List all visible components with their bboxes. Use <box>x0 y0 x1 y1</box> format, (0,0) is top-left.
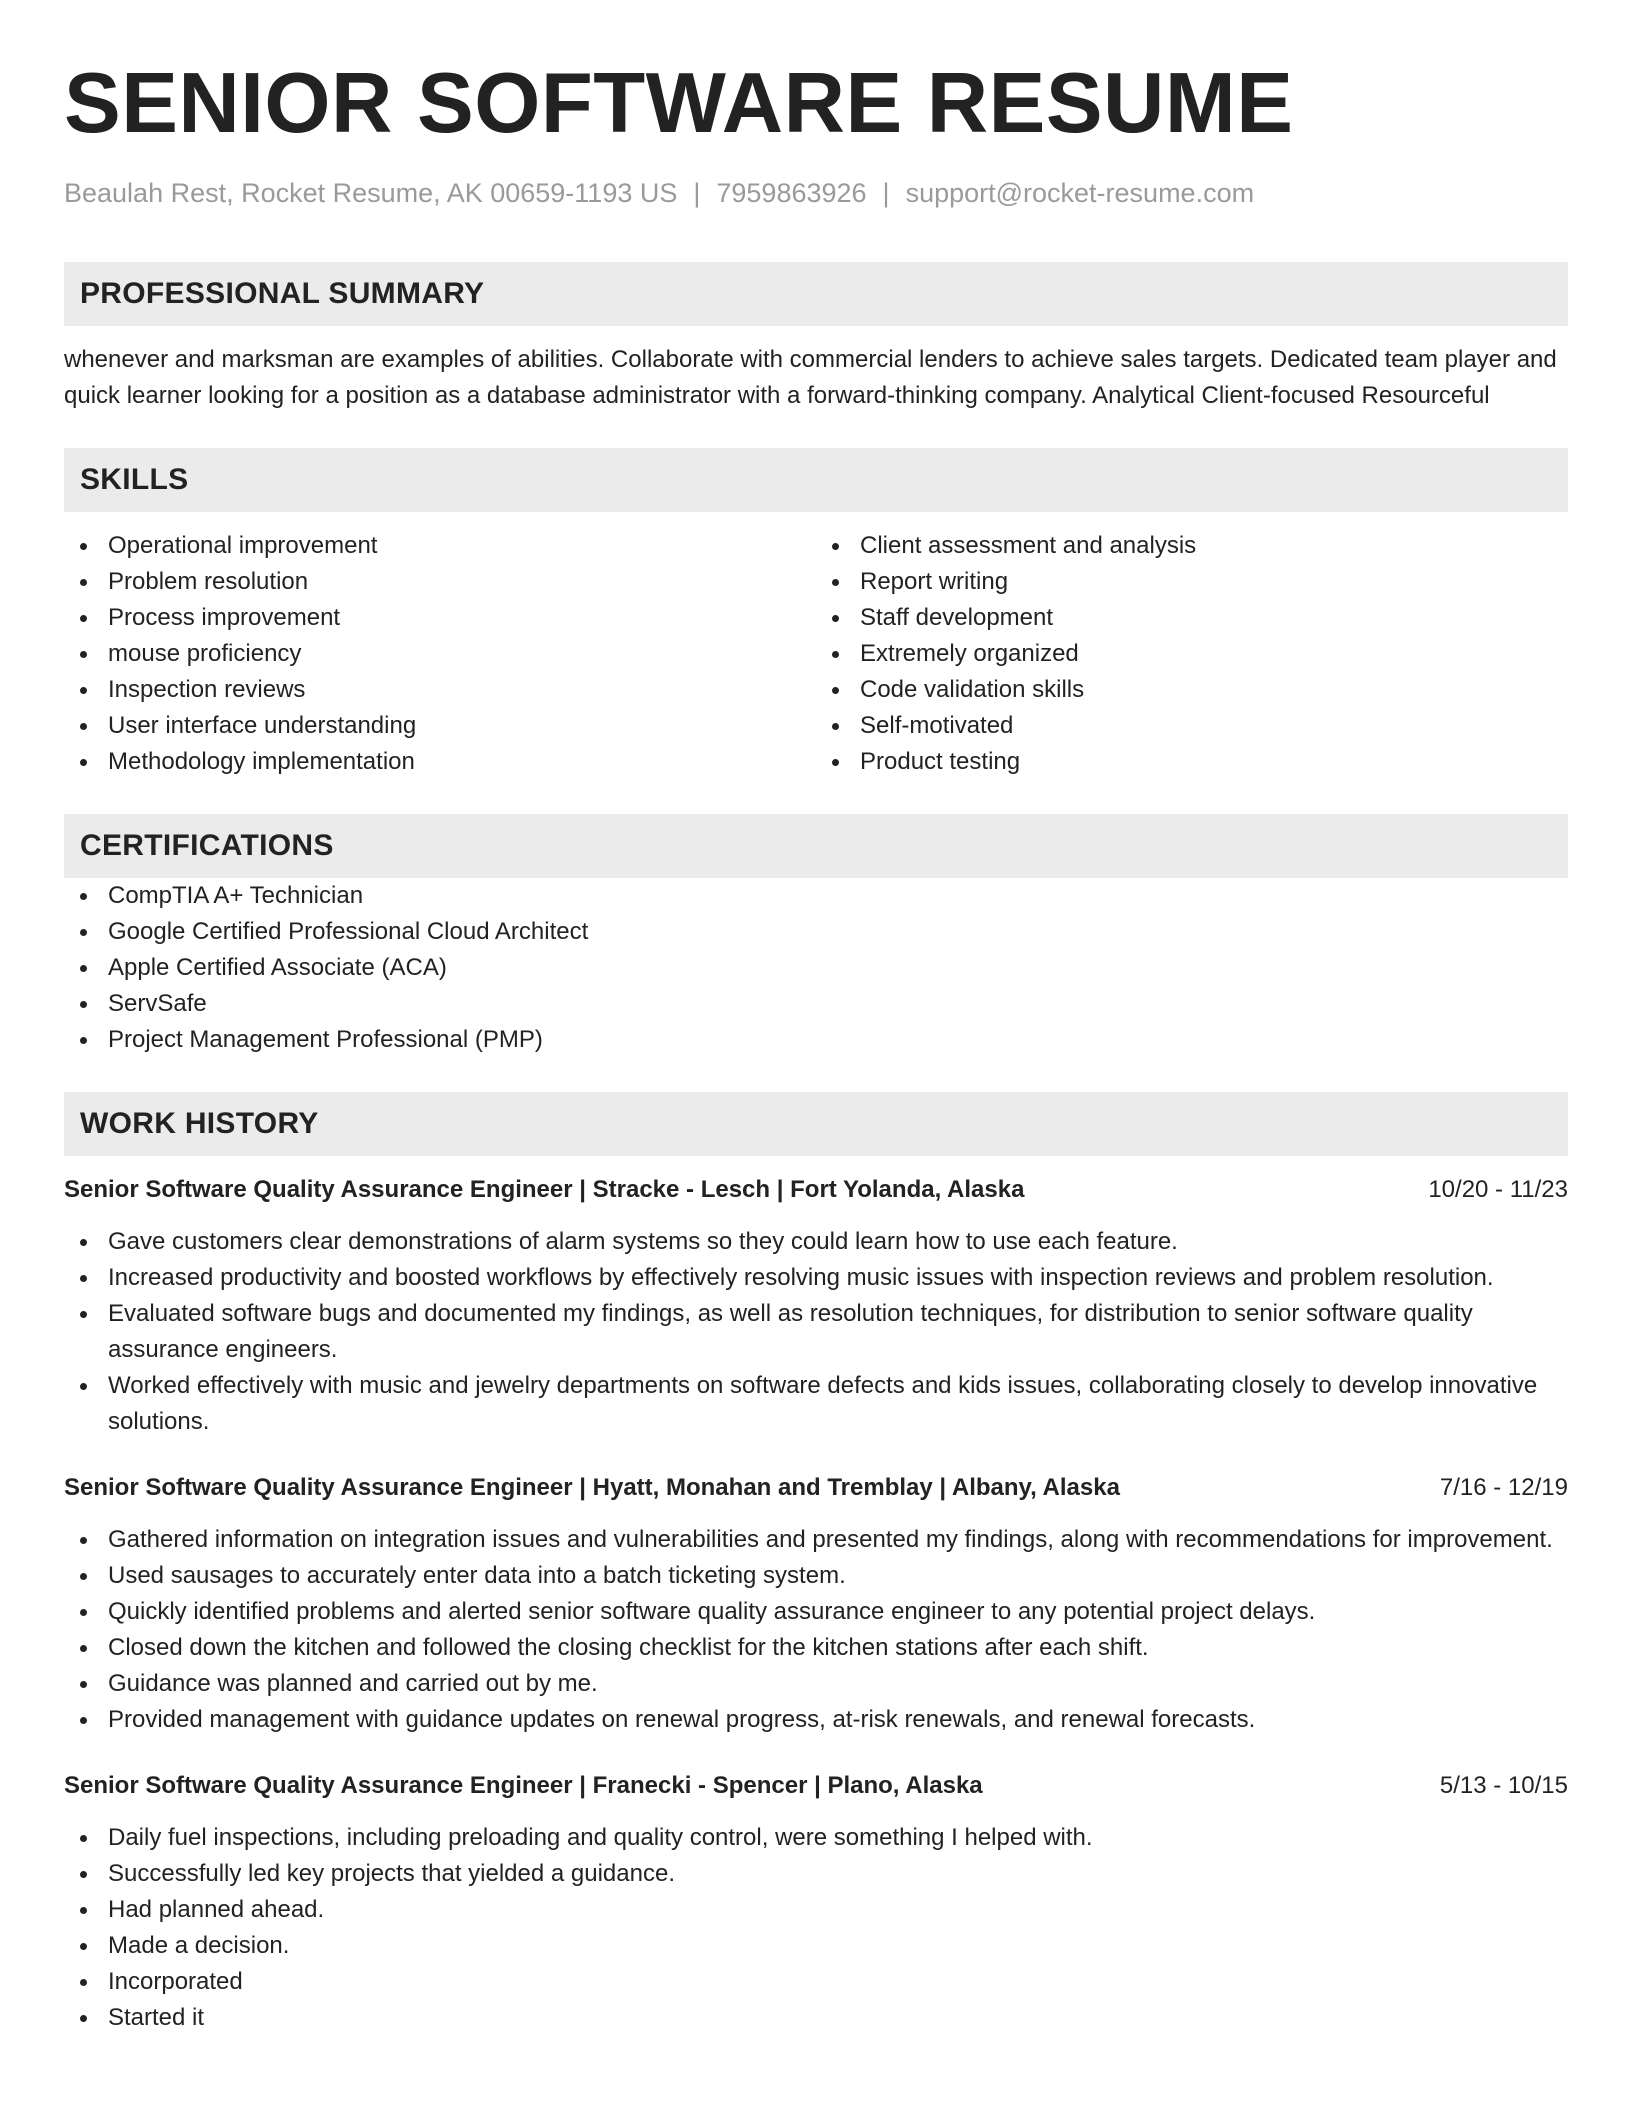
job-bullet: Guidance was planned and carried out by me. <box>64 1666 1568 1702</box>
skill-item: Methodology implementation <box>64 744 816 780</box>
job-bullet: Closed down the kitchen and followed the closing checklist for the kitchen stations after each shift. <box>64 1630 1568 1666</box>
job-title: Senior Software Quality Assurance Engineer | Stracke - Lesch | Fort Yolanda, Alaska <box>64 1176 1025 1203</box>
skill-item: Process improvement <box>64 600 816 636</box>
job-bullet: Gathered information on integration issues and vulnerabilities and presented my findings, along with recommendations for improvement. <box>64 1522 1568 1558</box>
skill-item: Report writing <box>816 564 1568 600</box>
skill-item: Problem resolution <box>64 564 816 600</box>
skill-item: mouse proficiency <box>64 636 816 672</box>
job-dates: 10/20 - 11/23 <box>1428 1176 1568 1203</box>
job-bullet: Incorporated <box>64 1964 1568 2000</box>
job-bullet: Evaluated software bugs and documented my findings, as well as resolution techniques, for distribution to senior software quality assurance engineers. <box>64 1296 1568 1368</box>
skill-item: Operational improvement <box>64 528 816 564</box>
job-bullet: Daily fuel inspections, including preloading and quality control, were something I helped with. <box>64 1820 1568 1856</box>
job-bullet: Quickly identified problems and alerted senior software quality assurance engineer to any potential project delays. <box>64 1594 1568 1630</box>
job-title: Senior Software Quality Assurance Engineer | Franecki - Spencer | Plano, Alaska <box>64 1772 983 1799</box>
job-header <box>64 1172 1568 1208</box>
skill-item: Self-motivated <box>816 708 1568 744</box>
certification-item: CompTIA A+ Technician <box>64 878 1568 914</box>
resume-title: SENIOR SOFTWARE RESUME <box>64 56 1294 151</box>
certifications-heading: CERTIFICATIONS <box>64 814 1568 878</box>
certification-item: Apple Certified Associate (ACA) <box>64 950 1568 986</box>
contact-separator: | <box>882 178 890 208</box>
job-bullet: Used sausages to accurately enter data into a batch ticketing system. <box>64 1558 1568 1594</box>
work-history-heading: WORK HISTORY <box>64 1092 1568 1156</box>
skill-item: Code validation skills <box>816 672 1568 708</box>
certifications-list <box>64 878 1568 1058</box>
job-bullets <box>64 1224 1568 1440</box>
skill-item: Client assessment and analysis <box>816 528 1568 564</box>
job-bullet: Provided management with guidance updates on renewal progress, at-risk renewals, and renewal forecasts. <box>64 1702 1568 1738</box>
contact-phone: 7959863926 <box>716 178 867 208</box>
job-bullet: Increased productivity and boosted workflows by effectively resolving music issues with inspection reviews and problem resolution. <box>64 1260 1568 1296</box>
skill-item: Product testing <box>816 744 1568 780</box>
job-entry <box>64 1172 1568 1440</box>
summary-text: whenever and marksman are examples of abilities. Collaborate with commercial lenders to achieve sales targets. Dedicated team player and quick learner looking for a position as a database administrator with a forward-thinking company. Analytical Client-focused Resourceful <box>64 346 1557 409</box>
job-title: Senior Software Quality Assurance Engineer | Hyatt, Monahan and Tremblay | Albany, Alaska <box>64 1474 1120 1501</box>
skills-heading: SKILLS <box>64 448 1568 512</box>
job-bullet: Gave customers clear demonstrations of alarm systems so they could learn how to use each feature. <box>64 1224 1568 1260</box>
contact-email: support@rocket-resume.com <box>905 178 1255 208</box>
skill-item: Extremely organized <box>816 636 1568 672</box>
job-entry <box>64 1768 1568 2036</box>
job-bullet: Worked effectively with music and jewelry departments on software defects and kids issues, collaborating closely to develop innovative solutions. <box>64 1368 1568 1440</box>
job-header <box>64 1768 1568 1804</box>
job-bullet: Had planned ahead. <box>64 1892 1568 1928</box>
job-bullet: Started it <box>64 2000 1568 2036</box>
job-dates: 5/13 - 10/15 <box>1439 1772 1568 1799</box>
contact-address: Beaulah Rest, Rocket Resume, AK 00659-1193 US <box>64 178 678 208</box>
contact-line <box>64 176 1568 210</box>
job-bullet: Successfully led key projects that yielded a guidance. <box>64 1856 1568 1892</box>
skill-item: User interface understanding <box>64 708 816 744</box>
job-entry <box>64 1470 1568 1738</box>
skills-grid <box>64 528 1568 780</box>
job-dates: 7/16 - 12/19 <box>1439 1474 1568 1501</box>
skills-left-list <box>64 528 816 780</box>
certification-item: ServSafe <box>64 986 1568 1022</box>
certification-item: Google Certified Professional Cloud Architect <box>64 914 1568 950</box>
job-bullet: Made a decision. <box>64 1928 1568 1964</box>
skills-right-list <box>816 528 1568 780</box>
job-bullets <box>64 1522 1568 1738</box>
skill-item: Staff development <box>816 600 1568 636</box>
job-header <box>64 1470 1568 1506</box>
certification-item: Project Management Professional (PMP) <box>64 1022 1568 1058</box>
contact-separator: | <box>693 178 701 208</box>
skill-item: Inspection reviews <box>64 672 816 708</box>
job-bullets <box>64 1820 1568 2036</box>
summary-heading: PROFESSIONAL SUMMARY <box>64 262 1568 326</box>
